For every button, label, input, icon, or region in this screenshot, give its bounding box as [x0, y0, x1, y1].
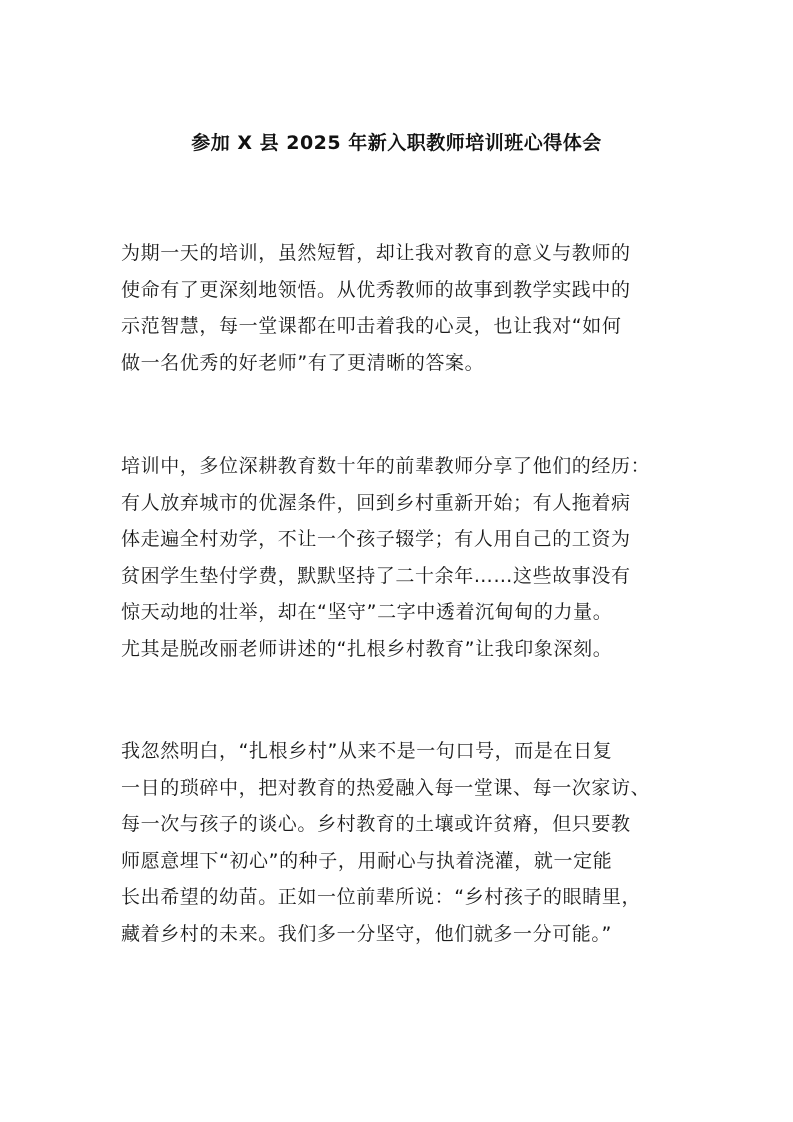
paragraph-line: 惊天动地的壮举，却在“坚守”二字中透着沉甸甸的力量。	[121, 601, 613, 623]
paragraph-3	[121, 733, 681, 952]
paragraph-line: 师愿意埋下“初心”的种子，用耐心与执着浇灌，就一定能	[121, 849, 613, 872]
paragraph-line: 尤其是脱改丽老师讲述的“扎根乡村教育”让我印象深刻。	[121, 637, 613, 660]
paragraph-line: 使命有了更深刻地领悟。从优秀教师的故事到教学实践中的	[121, 278, 631, 301]
paragraph-line: 我忽然明白，“扎根乡村”从来不是一句口号，而是在日复	[121, 740, 613, 762]
paragraph-line: 有人放弃城市的优渥条件，回到乡村重新开始；有人拖着病	[121, 491, 631, 514]
paragraph-line: 长出希望的幼苗。正如一位前辈所说：“乡村孩子的眼睛里，	[121, 886, 642, 908]
paragraph-line: 贫困学生垫付学费，默默坚持了二十余年……这些故事没有	[121, 564, 631, 587]
paragraph-line: 体走遍全村劝学，不让一个孩子辍学；有人用自己的工资为	[121, 528, 631, 550]
document-title: 参加 X 县 2025 年新入职教师培训班心得体会	[191, 132, 602, 154]
paragraph-line: 培训中，多位深耕教育数十年的前辈教师分享了他们的经历：	[121, 455, 651, 477]
paragraph-line: 一日的琐碎中，把对教育的热爱融入每一堂课、每一次家访、	[121, 776, 651, 799]
paragraph-2	[121, 448, 681, 667]
paragraph-line: 藏着乡村的未来。我们多一分坚守，他们就多一分可能。”	[121, 922, 612, 945]
paragraph-line: 示范智慧，每一堂课都在叩击着我的心灵，也让我对“如何	[121, 315, 622, 337]
paragraph-line: 每一次与孩子的谈心。乡村教育的土壤或许贫瘠，但只要教	[121, 813, 631, 835]
paragraph-line: 为期一天的培训，虽然短暂，却让我对教育的意义与教师的	[121, 242, 631, 264]
paragraph-1	[121, 235, 681, 381]
paragraph-line: 做一名优秀的好老师”有了更清晰的答案。	[121, 351, 485, 374]
